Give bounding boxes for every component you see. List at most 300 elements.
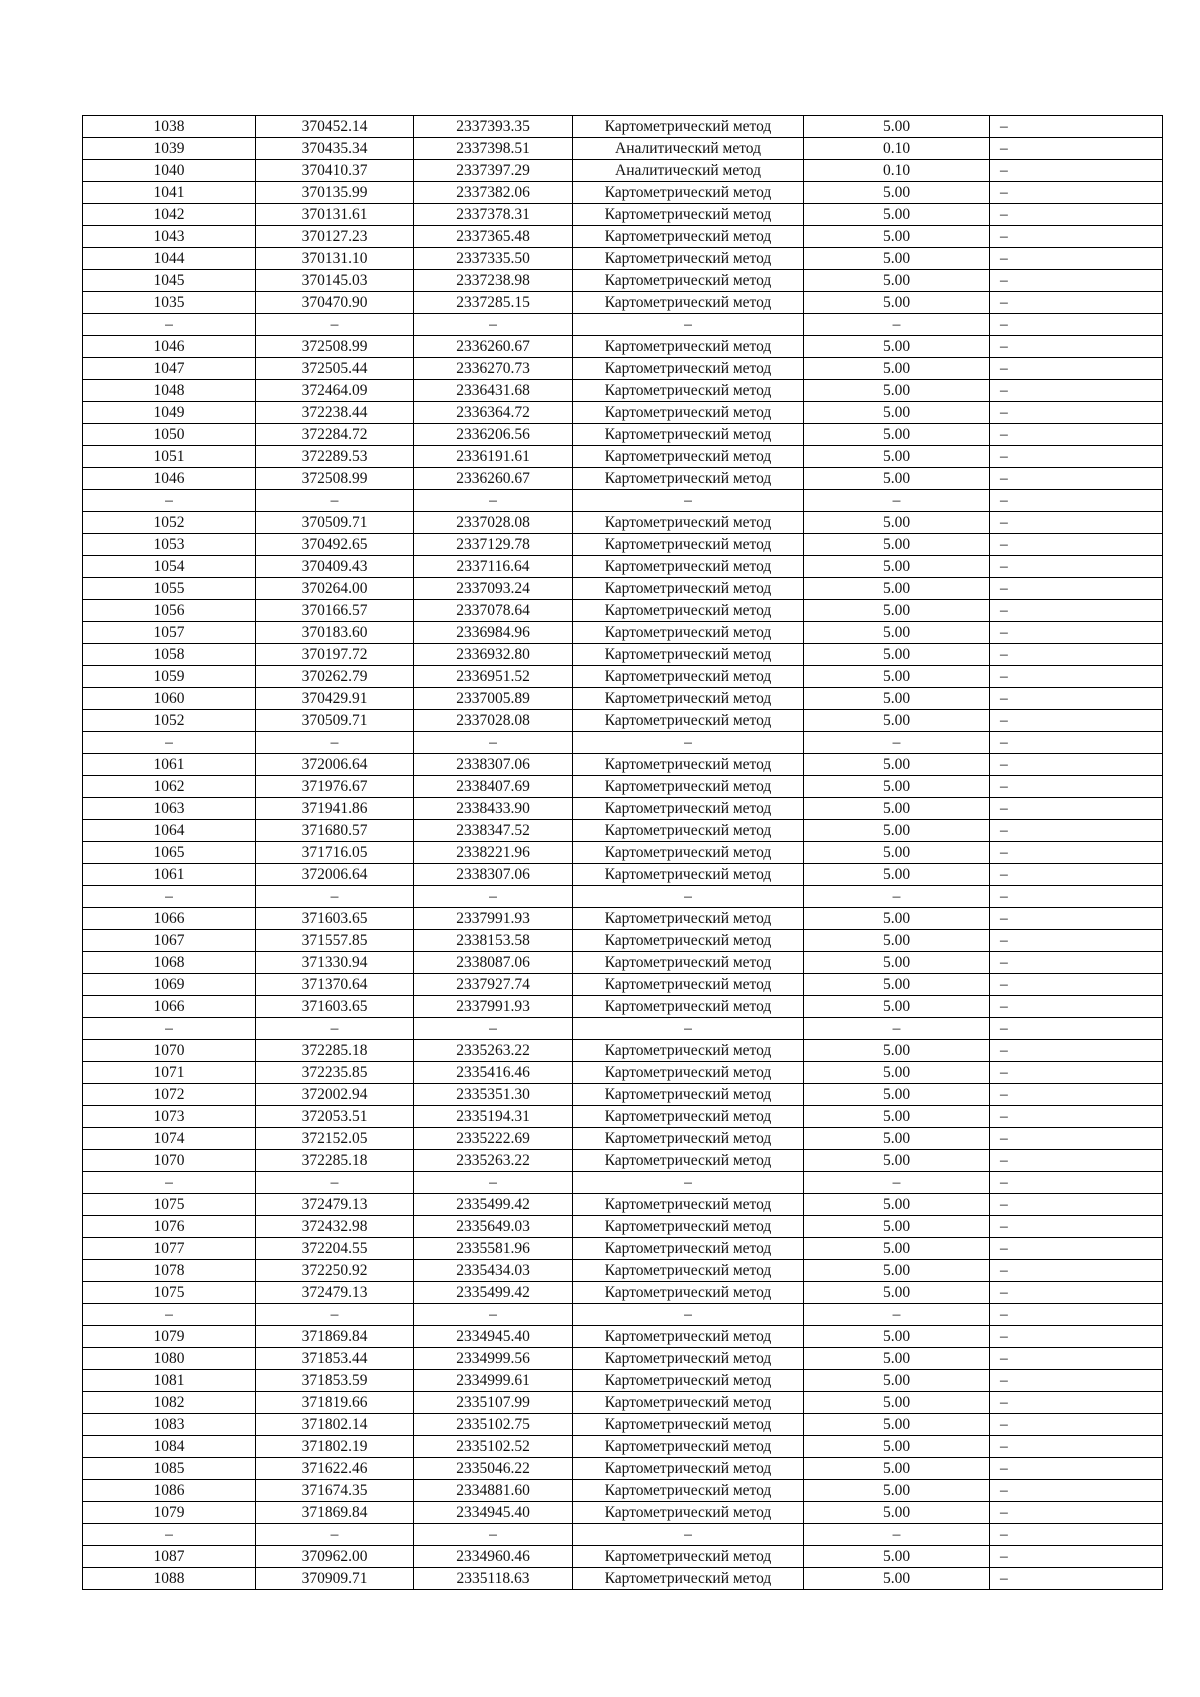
document-page [82,115,1162,1590]
y-coordinate-cell: 2335499.42 [414,1194,573,1216]
description-cell: – [990,468,1163,490]
point-number-cell: 1066 [83,996,256,1018]
description-cell: – [990,1260,1163,1282]
description-cell: – [990,798,1163,820]
y-coordinate-cell: 2334945.40 [414,1326,573,1348]
x-coordinate-cell: 372053.51 [256,1106,414,1128]
y-coordinate-cell: 2337365.48 [414,226,573,248]
accuracy-cell: 5.00 [804,1392,990,1414]
accuracy-cell: 5.00 [804,512,990,534]
y-coordinate-cell: 2337927.74 [414,974,573,996]
table-row [83,1150,1163,1172]
x-coordinate-cell: 370166.57 [256,600,414,622]
method-cell: Картометрический метод [573,820,804,842]
description-cell: – [990,1392,1163,1414]
method-cell: Картометрический метод [573,1282,804,1304]
table-row [83,1502,1163,1524]
point-number-cell: 1075 [83,1194,256,1216]
accuracy-cell: 5.00 [804,446,990,468]
y-coordinate-cell: 2334999.61 [414,1370,573,1392]
y-coordinate-cell: 2336260.67 [414,468,573,490]
table-row [83,138,1163,160]
table-row [83,292,1163,314]
table-row [83,1238,1163,1260]
y-coordinate-cell: 2335118.63 [414,1568,573,1590]
x-coordinate-cell: – [256,1172,414,1194]
point-number-cell: 1076 [83,1216,256,1238]
x-coordinate-cell: 370470.90 [256,292,414,314]
description-cell: – [990,820,1163,842]
y-coordinate-cell: 2335581.96 [414,1238,573,1260]
table-row [83,160,1163,182]
point-number-cell: 1056 [83,600,256,622]
point-number-cell: 1080 [83,1348,256,1370]
x-coordinate-cell: 371557.85 [256,930,414,952]
accuracy-cell: 5.00 [804,556,990,578]
point-number-cell: 1068 [83,952,256,974]
description-cell: – [990,732,1163,754]
method-cell: Картометрический метод [573,1106,804,1128]
method-cell: Картометрический метод [573,578,804,600]
table-row [83,358,1163,380]
x-coordinate-cell: 370410.37 [256,160,414,182]
table-row [83,820,1163,842]
method-cell: Картометрический метод [573,952,804,974]
description-cell: – [990,1348,1163,1370]
y-coordinate-cell: 2335499.42 [414,1282,573,1304]
separator-row [83,314,1163,336]
table-row [83,710,1163,732]
y-coordinate-cell: 2336260.67 [414,336,573,358]
method-cell: Картометрический метод [573,1150,804,1172]
separator-row [83,732,1163,754]
y-coordinate-cell: – [414,886,573,908]
accuracy-cell: 5.00 [804,600,990,622]
method-cell: Картометрический метод [573,226,804,248]
point-number-cell: 1087 [83,1546,256,1568]
y-coordinate-cell: 2335263.22 [414,1150,573,1172]
x-coordinate-cell: 371853.59 [256,1370,414,1392]
point-number-cell: 1042 [83,204,256,226]
point-number-cell: 1039 [83,138,256,160]
description-cell: – [990,1194,1163,1216]
table-row [83,1128,1163,1150]
accuracy-cell: 5.00 [804,1348,990,1370]
y-coordinate-cell: – [414,1172,573,1194]
description-cell: – [990,490,1163,512]
method-cell: Картометрический метод [573,248,804,270]
description-cell: – [990,1414,1163,1436]
y-coordinate-cell: 2338307.06 [414,864,573,886]
accuracy-cell: 5.00 [804,930,990,952]
table-row [83,1392,1163,1414]
point-number-cell: 1075 [83,1282,256,1304]
accuracy-cell: 5.00 [804,1480,990,1502]
x-coordinate-cell: 371941.86 [256,798,414,820]
table-row [83,1216,1163,1238]
table-row [83,600,1163,622]
table-row [83,380,1163,402]
y-coordinate-cell: 2334945.40 [414,1502,573,1524]
point-number-cell: 1035 [83,292,256,314]
table-row [83,1084,1163,1106]
method-cell: – [573,1524,804,1546]
point-number-cell: 1069 [83,974,256,996]
table-row [83,182,1163,204]
description-cell: – [990,534,1163,556]
description-cell: – [990,1436,1163,1458]
accuracy-cell: – [804,314,990,336]
table-row [83,336,1163,358]
method-cell: Картометрический метод [573,512,804,534]
description-cell: – [990,1370,1163,1392]
table-row [83,1546,1163,1568]
description-cell: – [990,402,1163,424]
y-coordinate-cell: 2338087.06 [414,952,573,974]
x-coordinate-cell: 372204.55 [256,1238,414,1260]
table-row [83,930,1163,952]
method-cell: Картометрический метод [573,556,804,578]
x-coordinate-cell: 370197.72 [256,644,414,666]
description-cell: – [990,314,1163,336]
x-coordinate-cell: 372006.64 [256,864,414,886]
y-coordinate-cell: 2335102.52 [414,1436,573,1458]
accuracy-cell: – [804,1018,990,1040]
y-coordinate-cell: 2337397.29 [414,160,573,182]
method-cell: Картометрический метод [573,1084,804,1106]
x-coordinate-cell: 371680.57 [256,820,414,842]
y-coordinate-cell: 2335222.69 [414,1128,573,1150]
y-coordinate-cell: 2337078.64 [414,600,573,622]
y-coordinate-cell: 2335102.75 [414,1414,573,1436]
y-coordinate-cell: 2335046.22 [414,1458,573,1480]
point-number-cell: 1061 [83,864,256,886]
accuracy-cell: 5.00 [804,1502,990,1524]
description-cell: – [990,160,1163,182]
accuracy-cell: 5.00 [804,402,990,424]
method-cell: Картометрический метод [573,336,804,358]
point-number-cell: 1044 [83,248,256,270]
description-cell: – [990,204,1163,226]
method-cell: Картометрический метод [573,1480,804,1502]
y-coordinate-cell: 2338407.69 [414,776,573,798]
accuracy-cell: 5.00 [804,468,990,490]
accuracy-cell: 5.00 [804,1062,990,1084]
point-number-cell: 1060 [83,688,256,710]
method-cell: Картометрический метод [573,1128,804,1150]
x-coordinate-cell: 371674.35 [256,1480,414,1502]
point-number-cell: – [83,1172,256,1194]
table-row [83,468,1163,490]
method-cell: Картометрический метод [573,292,804,314]
y-coordinate-cell: 2338307.06 [414,754,573,776]
description-cell: – [990,886,1163,908]
description-cell: – [990,908,1163,930]
point-number-cell: – [83,886,256,908]
point-number-cell: 1046 [83,468,256,490]
description-cell: – [990,424,1163,446]
accuracy-cell: 5.00 [804,666,990,688]
y-coordinate-cell: 2336191.61 [414,446,573,468]
point-number-cell: 1070 [83,1040,256,1062]
y-coordinate-cell: 2335107.99 [414,1392,573,1414]
accuracy-cell: 5.00 [804,644,990,666]
method-cell: Картометрический метод [573,798,804,820]
method-cell: Картометрический метод [573,996,804,1018]
x-coordinate-cell: 370131.10 [256,248,414,270]
accuracy-cell: 5.00 [804,798,990,820]
method-cell: Картометрический метод [573,1458,804,1480]
point-number-cell: 1063 [83,798,256,820]
point-number-cell: 1078 [83,1260,256,1282]
x-coordinate-cell: 371370.64 [256,974,414,996]
method-cell: Картометрический метод [573,710,804,732]
x-coordinate-cell: 371869.84 [256,1502,414,1524]
y-coordinate-cell: 2335263.22 [414,1040,573,1062]
description-cell: – [990,1502,1163,1524]
x-coordinate-cell: 372479.13 [256,1194,414,1216]
table-row [83,622,1163,644]
method-cell: Картометрический метод [573,204,804,226]
point-number-cell: 1058 [83,644,256,666]
separator-row [83,1304,1163,1326]
table-row [83,688,1163,710]
method-cell: Картометрический метод [573,688,804,710]
point-number-cell: 1046 [83,336,256,358]
y-coordinate-cell: 2336206.56 [414,424,573,446]
description-cell: – [990,1106,1163,1128]
accuracy-cell: 5.00 [804,1568,990,1590]
method-cell: Картометрический метод [573,600,804,622]
point-number-cell: 1041 [83,182,256,204]
point-number-cell: – [83,732,256,754]
accuracy-cell: 5.00 [804,424,990,446]
table-row [83,204,1163,226]
method-cell: Картометрический метод [573,930,804,952]
x-coordinate-cell: 370183.60 [256,622,414,644]
y-coordinate-cell: 2337991.93 [414,996,573,1018]
table-row [83,974,1163,996]
y-coordinate-cell: 2337378.31 [414,204,573,226]
description-cell: – [990,248,1163,270]
point-number-cell: 1048 [83,380,256,402]
point-number-cell: 1051 [83,446,256,468]
table-row [83,1194,1163,1216]
x-coordinate-cell: 371869.84 [256,1326,414,1348]
y-coordinate-cell: 2335351.30 [414,1084,573,1106]
point-number-cell: 1052 [83,512,256,534]
point-number-cell: 1083 [83,1414,256,1436]
accuracy-cell: – [804,1304,990,1326]
point-number-cell: 1082 [83,1392,256,1414]
description-cell: – [990,1018,1163,1040]
coordinates-table-body [83,116,1163,1590]
method-cell: Картометрический метод [573,534,804,556]
accuracy-cell: – [804,1172,990,1194]
accuracy-cell: 5.00 [804,1326,990,1348]
description-cell: – [990,930,1163,952]
table-row [83,512,1163,534]
description-cell: – [990,1150,1163,1172]
table-row [83,1062,1163,1084]
description-cell: – [990,666,1163,688]
table-row [83,1282,1163,1304]
method-cell: Картометрический метод [573,776,804,798]
point-number-cell: – [83,1018,256,1040]
description-cell: – [990,1062,1163,1084]
method-cell: Картометрический метод [573,182,804,204]
method-cell: – [573,314,804,336]
method-cell: – [573,1172,804,1194]
y-coordinate-cell: 2337382.06 [414,182,573,204]
method-cell: Картометрический метод [573,468,804,490]
method-cell: Аналитический метод [573,160,804,182]
table-row [83,556,1163,578]
y-coordinate-cell: 2335194.31 [414,1106,573,1128]
point-number-cell: – [83,1304,256,1326]
x-coordinate-cell: 370264.00 [256,578,414,600]
method-cell: Аналитический метод [573,138,804,160]
description-cell: – [990,556,1163,578]
description-cell: – [990,1568,1163,1590]
table-row [83,996,1163,1018]
table-row [83,1414,1163,1436]
x-coordinate-cell: 372505.44 [256,358,414,380]
x-coordinate-cell: 370145.03 [256,270,414,292]
accuracy-cell: – [804,490,990,512]
x-coordinate-cell: 372152.05 [256,1128,414,1150]
accuracy-cell: 5.00 [804,358,990,380]
method-cell: Картометрический метод [573,1546,804,1568]
y-coordinate-cell: 2337028.08 [414,710,573,732]
accuracy-cell: 5.00 [804,710,990,732]
x-coordinate-cell: – [256,1304,414,1326]
method-cell: Картометрический метод [573,666,804,688]
description-cell: – [990,776,1163,798]
description-cell: – [990,1238,1163,1260]
description-cell: – [990,138,1163,160]
method-cell: Картометрический метод [573,424,804,446]
table-row [83,754,1163,776]
x-coordinate-cell: 370509.71 [256,710,414,732]
table-row [83,842,1163,864]
description-cell: – [990,1172,1163,1194]
table-row [83,1106,1163,1128]
method-cell: – [573,1018,804,1040]
x-coordinate-cell: 372250.92 [256,1260,414,1282]
accuracy-cell: 5.00 [804,952,990,974]
table-row [83,534,1163,556]
method-cell: Картометрический метод [573,974,804,996]
point-number-cell: 1088 [83,1568,256,1590]
table-row [83,1326,1163,1348]
description-cell: – [990,1040,1163,1062]
accuracy-cell: 5.00 [804,776,990,798]
x-coordinate-cell: 370262.79 [256,666,414,688]
x-coordinate-cell: 370492.65 [256,534,414,556]
description-cell: – [990,292,1163,314]
y-coordinate-cell: 2337093.24 [414,578,573,600]
x-coordinate-cell: 371853.44 [256,1348,414,1370]
method-cell: Картометрический метод [573,358,804,380]
table-row [83,578,1163,600]
x-coordinate-cell: – [256,314,414,336]
method-cell: – [573,886,804,908]
point-number-cell: 1040 [83,160,256,182]
x-coordinate-cell: 370429.91 [256,688,414,710]
accuracy-cell: 5.00 [804,996,990,1018]
separator-row [83,1524,1163,1546]
description-cell: – [990,600,1163,622]
description-cell: – [990,1304,1163,1326]
table-row [83,270,1163,292]
method-cell: Картометрический метод [573,1370,804,1392]
point-number-cell: 1050 [83,424,256,446]
method-cell: Картометрический метод [573,1348,804,1370]
table-row [83,1436,1163,1458]
table-row [83,1260,1163,1282]
separator-row [83,1172,1163,1194]
accuracy-cell: 5.00 [804,182,990,204]
x-coordinate-cell: – [256,490,414,512]
point-number-cell: 1062 [83,776,256,798]
x-coordinate-cell: 370962.00 [256,1546,414,1568]
table-row [83,666,1163,688]
y-coordinate-cell: 2337028.08 [414,512,573,534]
x-coordinate-cell: 370135.99 [256,182,414,204]
y-coordinate-cell: 2337116.64 [414,556,573,578]
accuracy-cell: 5.00 [804,754,990,776]
method-cell: Картометрический метод [573,1414,804,1436]
description-cell: – [990,182,1163,204]
method-cell: Картометрический метод [573,864,804,886]
x-coordinate-cell: 370509.71 [256,512,414,534]
y-coordinate-cell: 2338221.96 [414,842,573,864]
y-coordinate-cell: 2334881.60 [414,1480,573,1502]
point-number-cell: 1079 [83,1326,256,1348]
y-coordinate-cell: – [414,1524,573,1546]
description-cell: – [990,688,1163,710]
description-cell: – [990,512,1163,534]
method-cell: Картометрический метод [573,754,804,776]
accuracy-cell: 5.00 [804,1414,990,1436]
table-row [83,1480,1163,1502]
x-coordinate-cell: 372235.85 [256,1062,414,1084]
y-coordinate-cell: – [414,1018,573,1040]
y-coordinate-cell: 2336932.80 [414,644,573,666]
table-row [83,798,1163,820]
method-cell: Картометрический метод [573,446,804,468]
table-row [83,776,1163,798]
x-coordinate-cell: 372432.98 [256,1216,414,1238]
method-cell: Картометрический метод [573,1216,804,1238]
x-coordinate-cell: 372285.18 [256,1150,414,1172]
description-cell: – [990,864,1163,886]
table-row [83,864,1163,886]
y-coordinate-cell: 2338433.90 [414,798,573,820]
point-number-cell: 1074 [83,1128,256,1150]
method-cell: Картометрический метод [573,644,804,666]
description-cell: – [990,710,1163,732]
point-number-cell: 1077 [83,1238,256,1260]
point-number-cell: – [83,490,256,512]
description-cell: – [990,622,1163,644]
point-number-cell: 1055 [83,578,256,600]
method-cell: Картометрический метод [573,402,804,424]
table-row [83,226,1163,248]
accuracy-cell: 5.00 [804,1282,990,1304]
description-cell: – [990,336,1163,358]
